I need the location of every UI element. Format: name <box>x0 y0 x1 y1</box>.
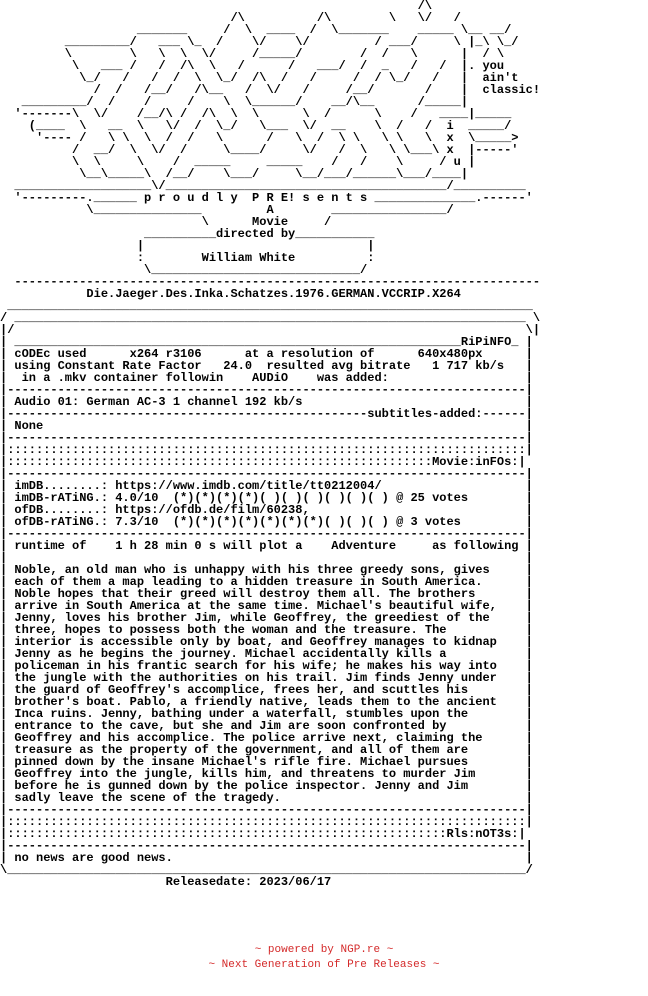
footer-powered-by: ~ powered by NGP.re ~ <box>254 944 394 956</box>
nfo-ascii-text: /\ /\ /\ \ \/ / _______ / \ ____ / \_______ _____ \__ __/ _________/ ___ \_ / \/ \/ / ___/ \ |_\ \_/ \ \ \ \ \/ /_____/ / / \ | / \ \ ___ / / /\ \ / / ___/ / _ / / |. you \_/ / / / \ \_/ /\ / / / / \_/ / | ain't / / /__/ /\__ / \/ / /__/ / | classic! _________/ / / / \ \______/ __/\__ /_____| '-------\ \/ /__/\ / /\ \ \ \ / \ / ____|_____ (____ \ __ \ \/ / \_/ \___ \/ __ \ / / i _____/ '---- / \ \ \ / / \ / \ / \ \ \ \ \ x \_____> / __/ \ \/ / \____/ \/ / \ \ \___\ x |-----' \ \ \ / _____ _____ / / \ / u | \__\_____\ /__/ \___/ \__/___/______\___/____| ___________________\/_______________________________________/__________ '---------.______ p r o u d l y P R E! s e n t s ______________.------' \_______________ A ________________/ \ Movie / __________directed by___________ | | : William White : \_____________________________/ ------------------------------------------------------------------------- Die.Jaeger.Des.Inka.Schatzes.1976.GERMAN.VCCRIP.X264 _________________________________________________________________________ / _______________________________________________________________________ \ |/ \| | ______________________________________________________________RiPiNFO_ | | cODEc used x264 r3106 at a resolution of 640x480px | | using Constant Rate Factor 24.0 resulted avg bitrate 1 717 kb/s | | in a .mkv container followin AUDiO was added: | |------------------------------------------------------------------------| | Audio 01: German AC-3 1 channel 192 kb/s | |--------------------------------------------------subtitles-added:------| | None | |------------------------------------------------------------------------| |::::::::::::::::::::::::::::::::::::::::::::::::::::::::::::::::::::::::| |:::::::::::::::::::::::::::::::::::::::::::::::::::::::::::Movie:inFOs:| |------------------------------------------------------------------------| | imDB........: https://www.imdb.com/title/tt0212004/ | | imDB-rATiNG.: 4.0/10 (*)(*)(*)(*)( )( )( )( )( )( ) @ 25 votes | | ofDB........: https://ofdb.de/film/60238, | | ofDB-rATiNG.: 7.3/10 (*)(*)(*)(*)(*)(*)(*)( )( )( ) @ 3 votes | |------------------------------------------------------------------------| | runtime of 1 h 28 min 0 s will plot a Adventure as following | | | | Noble, an old man who is unhappy with his three greedy sons, gives | | each of them a map leading to a hidden treasure in South America. | | Noble hopes that their greed will destroy them all. The brothers | | arrive in South America at the same time. Michael's beautiful wife, | | Jenny, loves his brother Jim, while Geoffrey, the greediest of the | | three, hopes to possess both the woman and the treasure. The | | interior is accessible only by boat, and Geoffrey manages to kidnap | | Jenny as he begins the journey. Michael accidentally kills a | | policeman in his frantic search for his wife; he makes his way into | | the jungle with the authorities on his trail. Jim finds Jenny under | | the guard of Geoffrey's accomplice, frees her, and scuttles his | | brother's boat. Pablo, a friendly native, leads them to the ancient | | Inca ruins. Jenny, bathing under a waterfall, stumbles upon the | | entrance to the cave, but she and Jim are soon confronted by | | Geoffrey and his accomplice. The police arrive next, claiming the | | treasure as the property of the government, and all of them are | | pinned down by the insane Michael's rifle fire. Michael pursues | | Geoffrey into the jungle, kills him, and threatens to murder Jim | | before he is gunned down by the police inspector. Jenny and Jim | | sadly leave the scene of the tragedy. | |------------------------------------------------------------------------| |::::::::::::::::::::::::::::::::::::::::::::::::::::::::::::::::::::::::| |:::::::::::::::::::::::::::::::::::::::::::::::::::::::::::::Rls:nOT3s:| |------------------------------------------------------------------------| | no news are good news. | \________________________________________________________________________/ Releasedate: 2023/06/17 <box>0 0 541 889</box>
footer-tagline: ~ Next Generation of Pre Releases ~ <box>208 959 440 971</box>
